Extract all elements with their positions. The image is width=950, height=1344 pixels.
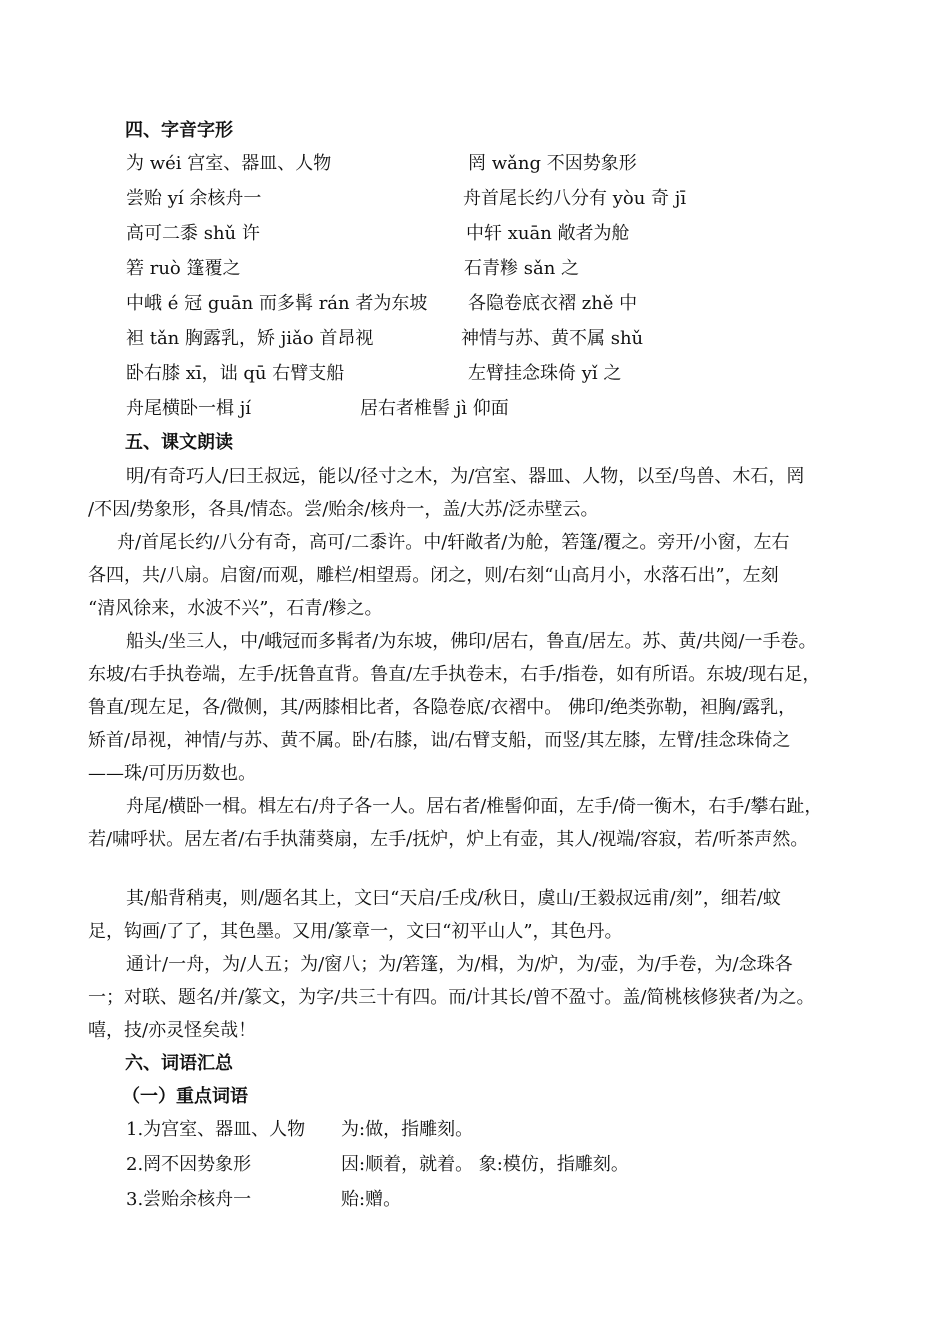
reading-line: 各四，共/八扇。启窗/而观，雕栏/相望焉。闭之，则/右刻“山高月小，水落石出”，左刻 <box>88 565 779 586</box>
pronunciation-item: 高可二黍 shǔ 许 <box>126 223 260 244</box>
pronunciation-item: 中轩 xuān 敞者为舱 <box>466 223 630 244</box>
vocab-phrase: 3.尝贻余核舟一 <box>126 1189 252 1210</box>
vocab-gloss: 为:做，指雕刻。 <box>341 1119 474 1140</box>
vocab-phrase: 1.为宫室、器皿、人物 <box>126 1119 306 1140</box>
pronunciation-item: 卧右膝 xī，诎 qū 右臂支船 <box>126 363 345 384</box>
reading-line: 一；对联、题名/并/篆文，为字/共三十有四。而/计其长/曾不盈寸。盖/简桃核修狭者/为之。 <box>88 987 815 1008</box>
reading-line: 通计/一舟，为/人五；为/窗八；为/箬篷，为/楫，为/炉，为/壶，为/手卷，为/念珠各 <box>126 954 793 975</box>
pronunciation-item: 石青糁 sǎn 之 <box>464 258 580 279</box>
section-heading-5: 五、课文朗读 <box>125 432 233 453</box>
reading-line: 明/有奇巧人/曰王叔远，能以/径寸之木，为/宫室、器皿、人物，以至/鸟兽、木石，罔 <box>126 466 805 487</box>
pronunciation-item: 尝贻 yí 余核舟一 <box>126 188 262 209</box>
pronunciation-item: 神情与苏、黄不属 shǔ <box>461 328 644 349</box>
pronunciation-item: 居右者椎髻 jì 仰面 <box>360 398 509 419</box>
reading-line: 矫首/昂视，神情/与苏、黄不属。卧/右膝，诎/右臂支船，而竖/其左膝，左臂/挂念珠倚之 <box>88 730 791 751</box>
pronunciation-item: 舟首尾长约八分有 yòu 奇 jī <box>463 188 687 209</box>
subsection-heading: （一）重点词语 <box>122 1086 248 1107</box>
section-heading-6: 六、词语汇总 <box>125 1053 233 1074</box>
reading-line: 东坡/右手执卷端，左手/抚鲁直背。鲁直/左手执卷末，右手/指卷，如有所语。东坡/现右足， <box>88 664 821 685</box>
reading-line: 嘻，技/亦灵怪矣哉！ <box>88 1020 257 1041</box>
pronunciation-item: 袒 tǎn 胸露乳，矫 jiǎo 首昂视 <box>126 328 374 349</box>
reading-line: “清风徐来，水波不兴”，石青/糁之。 <box>88 598 383 619</box>
section-heading-4: 四、字音字形 <box>125 120 233 141</box>
reading-line: 其/船背稍夷，则/题名其上，文曰“天启/壬戌/秋日，虞山/王毅叔远甫/刻”，细若/蚊 <box>126 888 781 909</box>
reading-line: 船头/坐三人，中/峨冠而多髯者/为东坡，佛印/居右，鲁直/居左。苏、黄/共阅/一手卷。 <box>126 631 817 652</box>
pronunciation-item: 罔 wǎng 不因势象形 <box>468 153 637 174</box>
vocab-gloss: 贻:赠。 <box>341 1189 402 1210</box>
reading-line: /不因/势象形，各具/情态。尝/贻余/核舟一，盖/大苏/泛赤壁云。 <box>88 499 599 520</box>
vocab-gloss: 因:顺着，就着。 象:模仿，指雕刻。 <box>341 1154 629 1175</box>
reading-line: 鲁直/现左足，各/微侧，其/两膝相比者，各隐卷底/衣褶中。 佛印/绝类弥勒，袒胸/露乳， <box>88 697 797 718</box>
reading-line: 舟尾/横卧一楫。楫左右/舟子各一人。居右者/椎髻仰面，左手/倚一衡木，右手/攀右趾， <box>126 796 823 817</box>
reading-line: 若/啸呼状。居左者/右手执蒲葵扇，左手/抚炉，炉上有壶，其人/视端/容寂，若/听茶声然。 <box>88 829 809 850</box>
reading-line: 舟/首尾长约/八分有奇，高可/二黍许。中/轩敞者/为舱，箬篷/覆之。旁开/小窗，左右 <box>117 532 790 553</box>
pronunciation-item: 各隐卷底衣褶 zhě 中 <box>468 293 638 314</box>
pronunciation-item: 舟尾横卧一楫 jí <box>126 398 252 419</box>
pronunciation-item: 中峨 é 冠 guān 而多髯 rán 者为东坡 <box>126 293 428 314</box>
reading-line: ——珠/可历历数也。 <box>88 763 257 784</box>
pronunciation-item: 为 wéi 宫室、器皿、人物 <box>126 153 332 174</box>
pronunciation-item: 左臂挂念珠倚 yǐ 之 <box>468 363 622 384</box>
pronunciation-item: 箬 ruò 篷覆之 <box>126 258 241 279</box>
reading-line: 足，钩画/了了，其色墨。又用/篆章一，文曰“初平山人”，其色丹。 <box>88 921 623 942</box>
vocab-phrase: 2.罔不因势象形 <box>126 1154 252 1175</box>
